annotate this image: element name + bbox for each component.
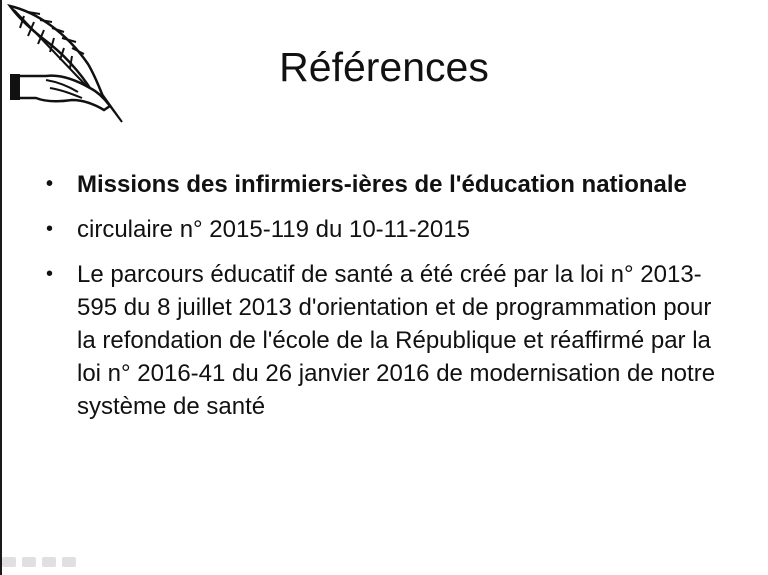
slide-title: Références xyxy=(279,44,489,90)
bullet-glyph: • xyxy=(46,263,54,285)
bullet-text: circulaire n° 2015-119 du 10-11-2015 xyxy=(77,216,470,243)
list-item xyxy=(46,258,726,423)
menu-control-icon[interactable] xyxy=(42,557,56,567)
bullet-list xyxy=(46,168,726,435)
forward-control-icon[interactable] xyxy=(62,557,76,567)
bullet-text: Le parcours éducatif de santé a été créé par la loi n° 2013-595 du 8 juillet 2013 d'orientation et de programmation pour la refondation de l'école de la République et réaffirmé par la loi n° 2016-41 du 26 janvier 2016 de modernisation de notre système de santé xyxy=(77,261,716,420)
back-control-icon[interactable] xyxy=(2,557,16,567)
bullet-glyph: • xyxy=(46,218,54,240)
list-item xyxy=(46,213,726,246)
pen-control-icon[interactable] xyxy=(22,557,36,567)
bullet-text: Missions des infirmiers-ières de l'éducation nationale xyxy=(77,171,687,198)
list-item xyxy=(46,168,726,201)
slideshow-controls xyxy=(2,557,76,569)
bullet-glyph: • xyxy=(46,173,54,195)
